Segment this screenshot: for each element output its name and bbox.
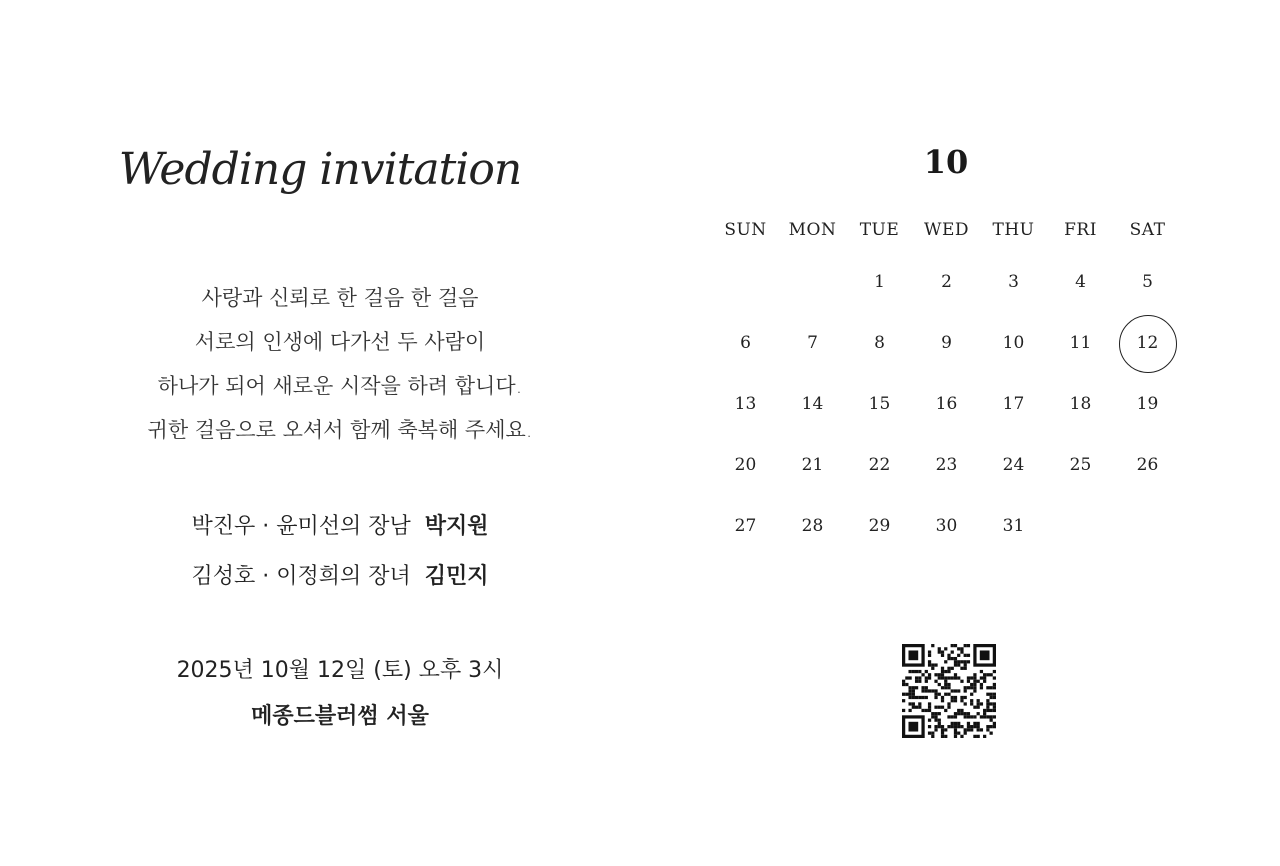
calendar-day-23: 23: [935, 455, 958, 475]
calendar-empty-cell: [1047, 496, 1114, 557]
calendar-day-17: 17: [1002, 394, 1025, 414]
calendar-day-10: 10: [1002, 333, 1025, 353]
weekday-mon: MON: [788, 220, 837, 240]
weekday-sun: SUN: [724, 220, 767, 240]
invitation-text-panel: [100, 130, 580, 740]
calendar-day-29: 29: [868, 516, 891, 536]
calendar-day-1: 1: [874, 272, 885, 292]
calendar-day-21: 21: [801, 455, 824, 475]
calendar-day-2: 2: [941, 272, 952, 292]
calendar-day-27: 27: [734, 516, 757, 536]
calendar-day-16: 16: [935, 394, 958, 414]
message-line: 하나가 되어 새로운 시작을 하려 합니다.: [157, 374, 523, 398]
calendar-day-12: 12: [1114, 313, 1181, 374]
calendar-day-20: 20: [734, 455, 757, 475]
calendar-day-28: 28: [801, 516, 824, 536]
event-info: [100, 648, 580, 740]
calendar-empty-cell: [1114, 496, 1181, 557]
event-datetime: 2025년 10월 12일 (토) 오후 3시: [176, 658, 504, 683]
families: [100, 502, 580, 602]
message-line: 사랑과 신뢰로 한 걸음 한 걸음: [201, 286, 479, 310]
calendar-day-31: 31: [1002, 516, 1025, 536]
bride-parents: 김성호 · 이정희의 장녀: [191, 564, 411, 589]
calendar-panel: [712, 130, 1182, 557]
calendar-day-3: 3: [1008, 272, 1019, 292]
groom-line: [100, 502, 580, 552]
calendar-empty-cell: [712, 252, 779, 313]
calendar-day-26: 26: [1136, 455, 1159, 475]
calendar-day-9: 9: [941, 333, 952, 353]
calendar-day-6: 6: [740, 333, 751, 353]
message-line: 서로의 인생에 다가선 두 사람이: [194, 330, 486, 354]
calendar-day-15: 15: [868, 394, 891, 414]
groom-parents: 박진우 · 윤미선의 장남: [191, 514, 411, 539]
weekday-fri: FRI: [1064, 220, 1097, 240]
calendar-day-18: 18: [1069, 394, 1092, 414]
calendar-day-13: 13: [734, 394, 757, 414]
event-venue: 메종드블러썸 서울: [251, 704, 429, 729]
weekday-tue: TUE: [859, 220, 900, 240]
calendar-day-14: 14: [801, 394, 824, 414]
weekday-sat: SAT: [1129, 220, 1166, 240]
calendar-day-5: 5: [1142, 272, 1153, 292]
invitation-title: Wedding invitation: [118, 144, 522, 195]
calendar-day-4: 4: [1075, 272, 1086, 292]
invitation-message: [100, 276, 580, 452]
calendar-day-19: 19: [1136, 394, 1159, 414]
bride-name: 김민지: [424, 564, 489, 589]
calendar-day-25: 25: [1069, 455, 1092, 475]
bride-line: [100, 552, 580, 602]
calendar-day-7: 7: [807, 333, 818, 353]
weekday-thu: THU: [992, 220, 1035, 240]
calendar-day-22: 22: [868, 455, 891, 475]
message-line: 귀한 걸음으로 오셔서 함께 축복해 주세요.: [147, 418, 533, 442]
calendar-grid: [712, 212, 1182, 557]
qr-code-icon[interactable]: [902, 644, 996, 738]
calendar-month: 10: [923, 143, 969, 181]
groom-name: 박지원: [424, 514, 489, 539]
calendar-day-30: 30: [935, 516, 958, 536]
weekday-wed: WED: [923, 220, 969, 240]
calendar-empty-cell: [779, 252, 846, 313]
calendar-day-11: 11: [1069, 333, 1092, 353]
calendar-day-8: 8: [874, 333, 885, 353]
calendar-day-24: 24: [1002, 455, 1025, 475]
